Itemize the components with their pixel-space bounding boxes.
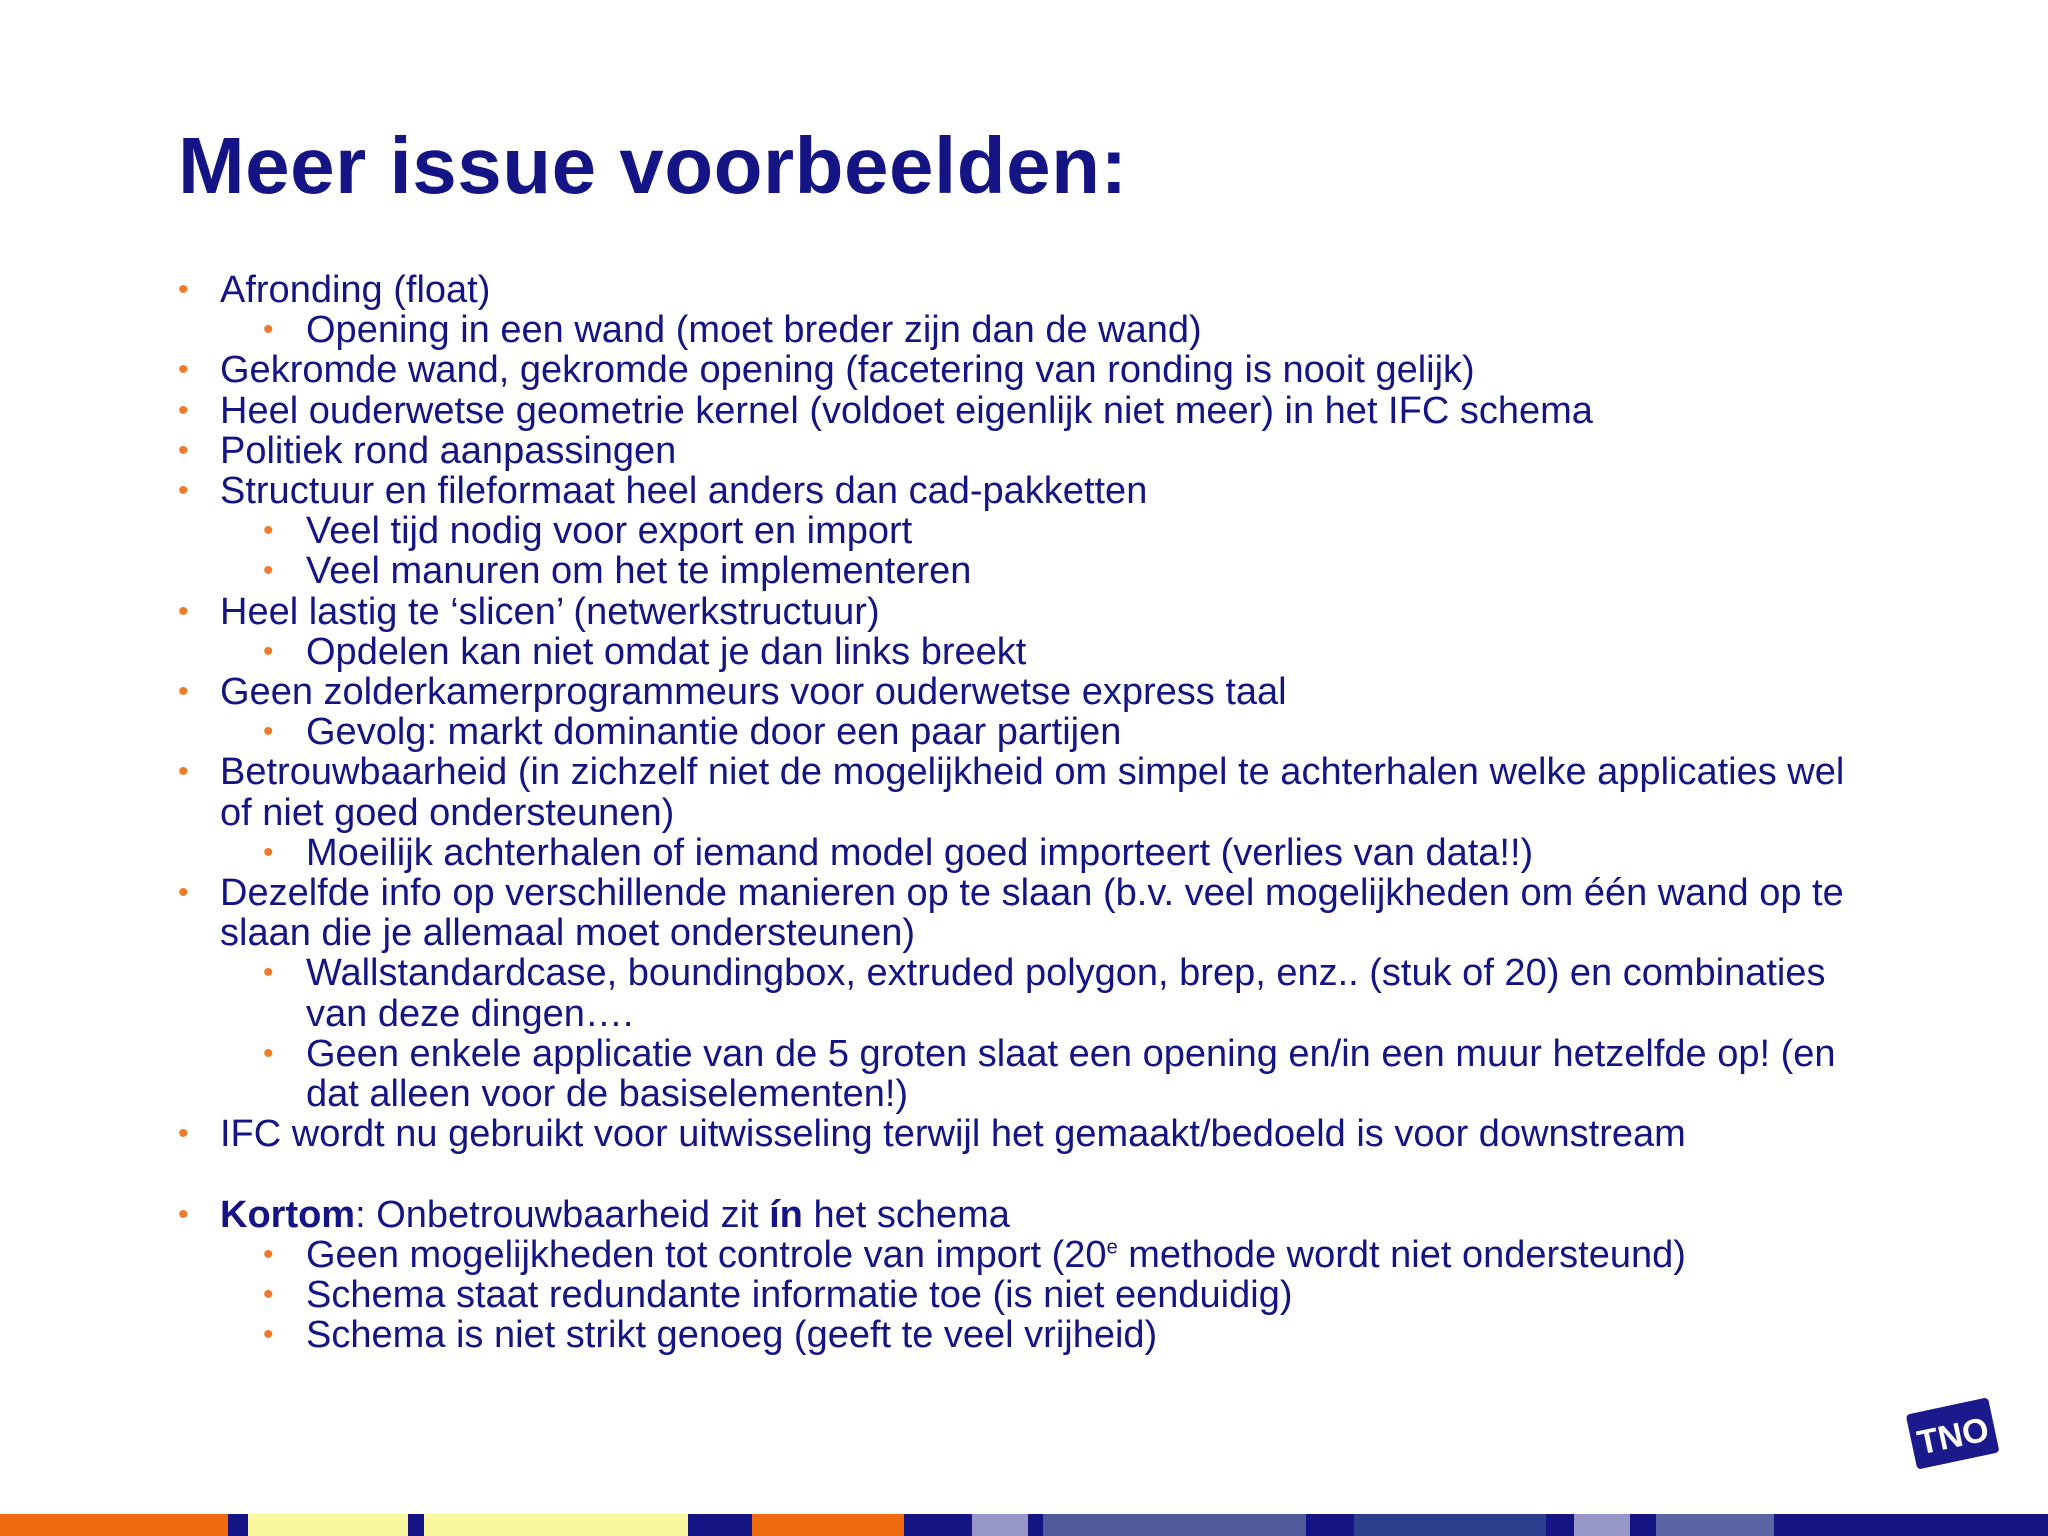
bullet-text: Heel lastig te ‘slicen’ (netwerkstructuur) xyxy=(220,590,880,633)
bullet-item xyxy=(178,752,1878,832)
bullet-marker: • xyxy=(263,514,274,548)
bullet-text: Afronding (float) xyxy=(220,269,491,311)
bullet-text: Veel tijd nodig voor export en import xyxy=(306,510,913,553)
bullet-text: Geen zolderkamerprogrammeurs voor ouderwetse express taal xyxy=(220,671,1287,714)
sub-bullet-item xyxy=(178,833,1878,873)
sub-bullet-item xyxy=(178,1275,1878,1315)
bullet-text: Dezelfde info op verschillende manieren op te slaan (b.v. veel mogelijkheden om één wand op te slaan die je allemaal moet ondersteunen) xyxy=(220,872,1844,955)
bullet-marker: • xyxy=(263,956,274,990)
strip-segment xyxy=(1774,1514,2048,1536)
bullet-item xyxy=(178,350,1878,390)
strip-segment xyxy=(1028,1514,1043,1536)
strip-segment xyxy=(1656,1514,1774,1536)
bullet-item xyxy=(178,1195,1878,1235)
strip-segment xyxy=(1546,1514,1574,1536)
slide-title: Meer issue voorbeelden: xyxy=(178,121,1128,210)
logo-text: TNO xyxy=(1914,1410,1993,1463)
bullet-marker: • xyxy=(178,755,189,789)
bullet-text: Politiek rond aanpassingen xyxy=(220,429,677,472)
bullet-text: Betrouwbaarheid (in zichzelf niet de mogelijkheid om simpel te achterhalen welke applicaties wel of niet goed ondersteunen) xyxy=(220,751,1845,834)
bullet-text: Moeilijk achterhalen of iemand model goed importeert (verlies van data!!) xyxy=(306,831,1534,874)
sub-bullet-item xyxy=(178,511,1878,551)
sub-bullet-item xyxy=(178,712,1878,752)
kortom-sub-text xyxy=(306,1235,1878,1275)
bullet-item xyxy=(178,391,1878,431)
sub-bullet-item xyxy=(178,1034,1878,1114)
kortom-sub-text-a: Geen mogelijkheden tot controle van import (20 xyxy=(306,1233,1107,1276)
strip-segment xyxy=(1306,1514,1354,1536)
bullet-marker: • xyxy=(178,594,189,628)
bullet-text: Structuur en fileformaat heel anders dan cad-pakketten xyxy=(220,470,1148,513)
bullet-text: Schema staat redundante informatie toe (is niet eenduidig) xyxy=(306,1274,1293,1317)
strip-segment xyxy=(752,1514,904,1536)
bullet-marker: • xyxy=(178,273,189,306)
kortom-emphasis: ín xyxy=(769,1193,803,1236)
bullet-text: Geen enkele applicatie van de 5 groten slaat een opening en/in een muur hetzelfde op! (en dat alleen voor de basiselementen!) xyxy=(306,1032,1836,1116)
bullet-list xyxy=(178,270,1878,1355)
bullet-item xyxy=(178,873,1878,953)
bullet-marker: • xyxy=(263,554,274,588)
kortom-text-a: : Onbetrouwbaarheid zit xyxy=(355,1193,770,1236)
bullet-item xyxy=(178,270,1878,310)
bullet-marker: • xyxy=(263,1036,274,1070)
bullet-marker: • xyxy=(178,675,189,709)
bullet-text: Veel manuren om het te implementeren xyxy=(306,550,972,593)
strip-segment xyxy=(1043,1514,1306,1536)
bottom-color-strip xyxy=(0,1514,2048,1536)
strip-segment xyxy=(424,1514,688,1536)
bullet-marker: • xyxy=(263,835,274,869)
kortom-sub-text-b: methode wordt niet ondersteund) xyxy=(1117,1233,1686,1276)
bullet-marker: • xyxy=(263,1318,274,1352)
bullet-text: Gevolg: markt dominantie door een paar partijen xyxy=(306,711,1122,754)
strip-segment xyxy=(1630,1514,1656,1536)
bullet-text: Schema is niet strikt genoeg (geeft te veel vrijheid) xyxy=(306,1314,1158,1357)
bullet-marker: • xyxy=(178,1197,189,1231)
strip-segment xyxy=(408,1514,424,1536)
bullet-marker: • xyxy=(263,313,274,347)
strip-segment xyxy=(904,1514,972,1536)
bullet-marker: • xyxy=(178,876,189,910)
bullet-text: Opening in een wand (moet breder zijn dan de wand) xyxy=(306,309,1202,352)
bullet-item xyxy=(178,431,1878,471)
strip-segment xyxy=(1574,1514,1630,1536)
strip-segment xyxy=(688,1514,752,1536)
bullet-text: Heel ouderwetse geometrie kernel (voldoet eigenlijk niet meer) in het IFC schema xyxy=(220,389,1593,432)
bullet-item xyxy=(178,672,1878,712)
sub-bullet-item xyxy=(178,1235,1878,1275)
strip-segment xyxy=(248,1514,408,1536)
sub-bullet-item xyxy=(178,310,1878,350)
bullet-marker: • xyxy=(178,353,189,387)
sub-bullet-item xyxy=(178,1315,1878,1355)
bullet-text: Gekromde wand, gekromde opening (facetering van ronding is nooit gelijk) xyxy=(220,349,1475,392)
bullet-item xyxy=(178,471,1878,511)
bullet-text: IFC wordt nu gebruikt voor uitwisseling terwijl het gemaakt/bedoeld is voor downstream xyxy=(220,1113,1686,1156)
bullet-marker: • xyxy=(263,1237,274,1271)
strip-segment xyxy=(972,1514,1028,1536)
bullet-marker: • xyxy=(263,715,274,749)
bullet-marker: • xyxy=(178,474,189,508)
bullet-marker: • xyxy=(178,1117,189,1151)
bullet-item xyxy=(178,1114,1878,1154)
sub-bullet-item xyxy=(178,953,1878,1033)
superscript-e: e xyxy=(1106,1236,1118,1259)
bullet-marker: • xyxy=(263,1278,274,1312)
tno-logo xyxy=(1905,1395,2005,1475)
strip-segment xyxy=(1354,1514,1546,1536)
kortom-text xyxy=(220,1195,1878,1235)
sub-bullet-item xyxy=(178,632,1878,672)
strip-segment xyxy=(228,1514,248,1536)
bullet-marker: • xyxy=(263,634,274,668)
strip-segment xyxy=(0,1514,228,1536)
bullet-marker: • xyxy=(178,433,189,467)
kortom-label: Kortom xyxy=(220,1193,356,1236)
kortom-text-b: het schema xyxy=(802,1193,1010,1236)
bullet-marker: • xyxy=(178,393,189,427)
bullet-text: Opdelen kan niet omdat je dan links breekt xyxy=(306,630,1027,673)
sub-bullet-item xyxy=(178,551,1878,591)
bullet-text: Wallstandardcase, boundingbox, extruded polygon, brep, enz.. (stuk of 20) en combinaties van deze dingen…. xyxy=(306,952,1826,1035)
bullet-item xyxy=(178,592,1878,632)
